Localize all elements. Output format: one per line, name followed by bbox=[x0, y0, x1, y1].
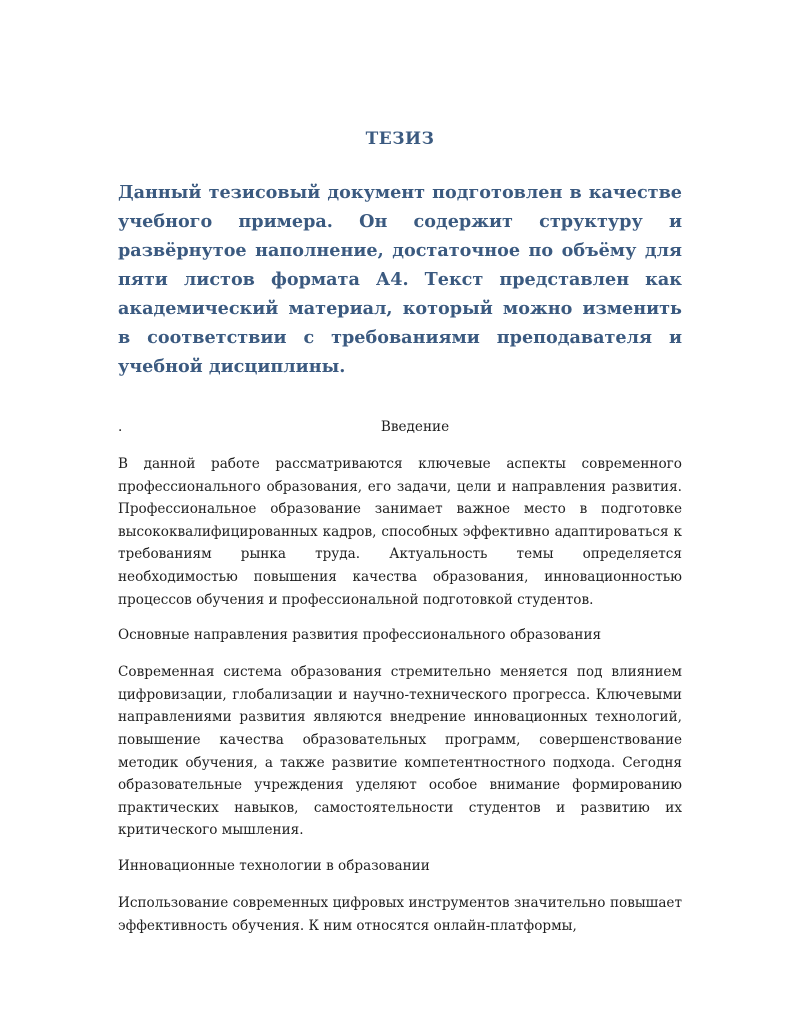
intro-paragraph: В данной работе рассматриваются ключевые аспекты современного профессионального образования, его задачи, цели и направления развития. Профессиональное образование занимает важное место в подготовке высококвалифицированных кадров, способных эффективно адаптироваться к требованиям рынка труда. Актуальность темы определяется необходимостью повышения качества образования, инновационностью процессов обучения и профессиональной подготовкой студентов. bbox=[118, 456, 682, 608]
document-title: ТЕЗИЗ bbox=[365, 129, 435, 149]
section1-heading: Основные направления развития профессионального образования bbox=[118, 627, 602, 644]
lead-paragraph: Данный тезисовый документ подготовлен в качестве учебного примера. Он содержит структуру и развёрнутое наполнение, достаточное по объёму для пяти листов формата А4. Текст представлен как академический материал, который можно изменить в соответствии с требованиями преподавателя и учебной дисциплины. bbox=[118, 182, 682, 377]
section1-paragraph: Современная система образования стремительно меняется под влиянием цифровизации, глобализации и научно-технического прогресса. Ключевыми направлениями развития являются внедрение инновационных технологий, повышение качества образовательных программ, совершенствование методик обучения, а также развитие компетентностного подхода. Сегодня образовательные учреждения уделяют особое внимание формированию практических навыков, самостоятельности студентов и развитию их критического мышления. bbox=[118, 664, 682, 839]
intro-marker: . bbox=[118, 419, 123, 435]
intro-heading-line bbox=[118, 417, 682, 437]
section2-heading: Инновационные технологии в образовании bbox=[118, 857, 430, 874]
document-content bbox=[118, 128, 682, 951]
section2-paragraph: Использование современных цифровых инструментов значительно повышает эффективность обучения. К ним относятся онлайн-платформы, bbox=[118, 894, 682, 934]
intro-heading: Введение bbox=[380, 419, 450, 435]
